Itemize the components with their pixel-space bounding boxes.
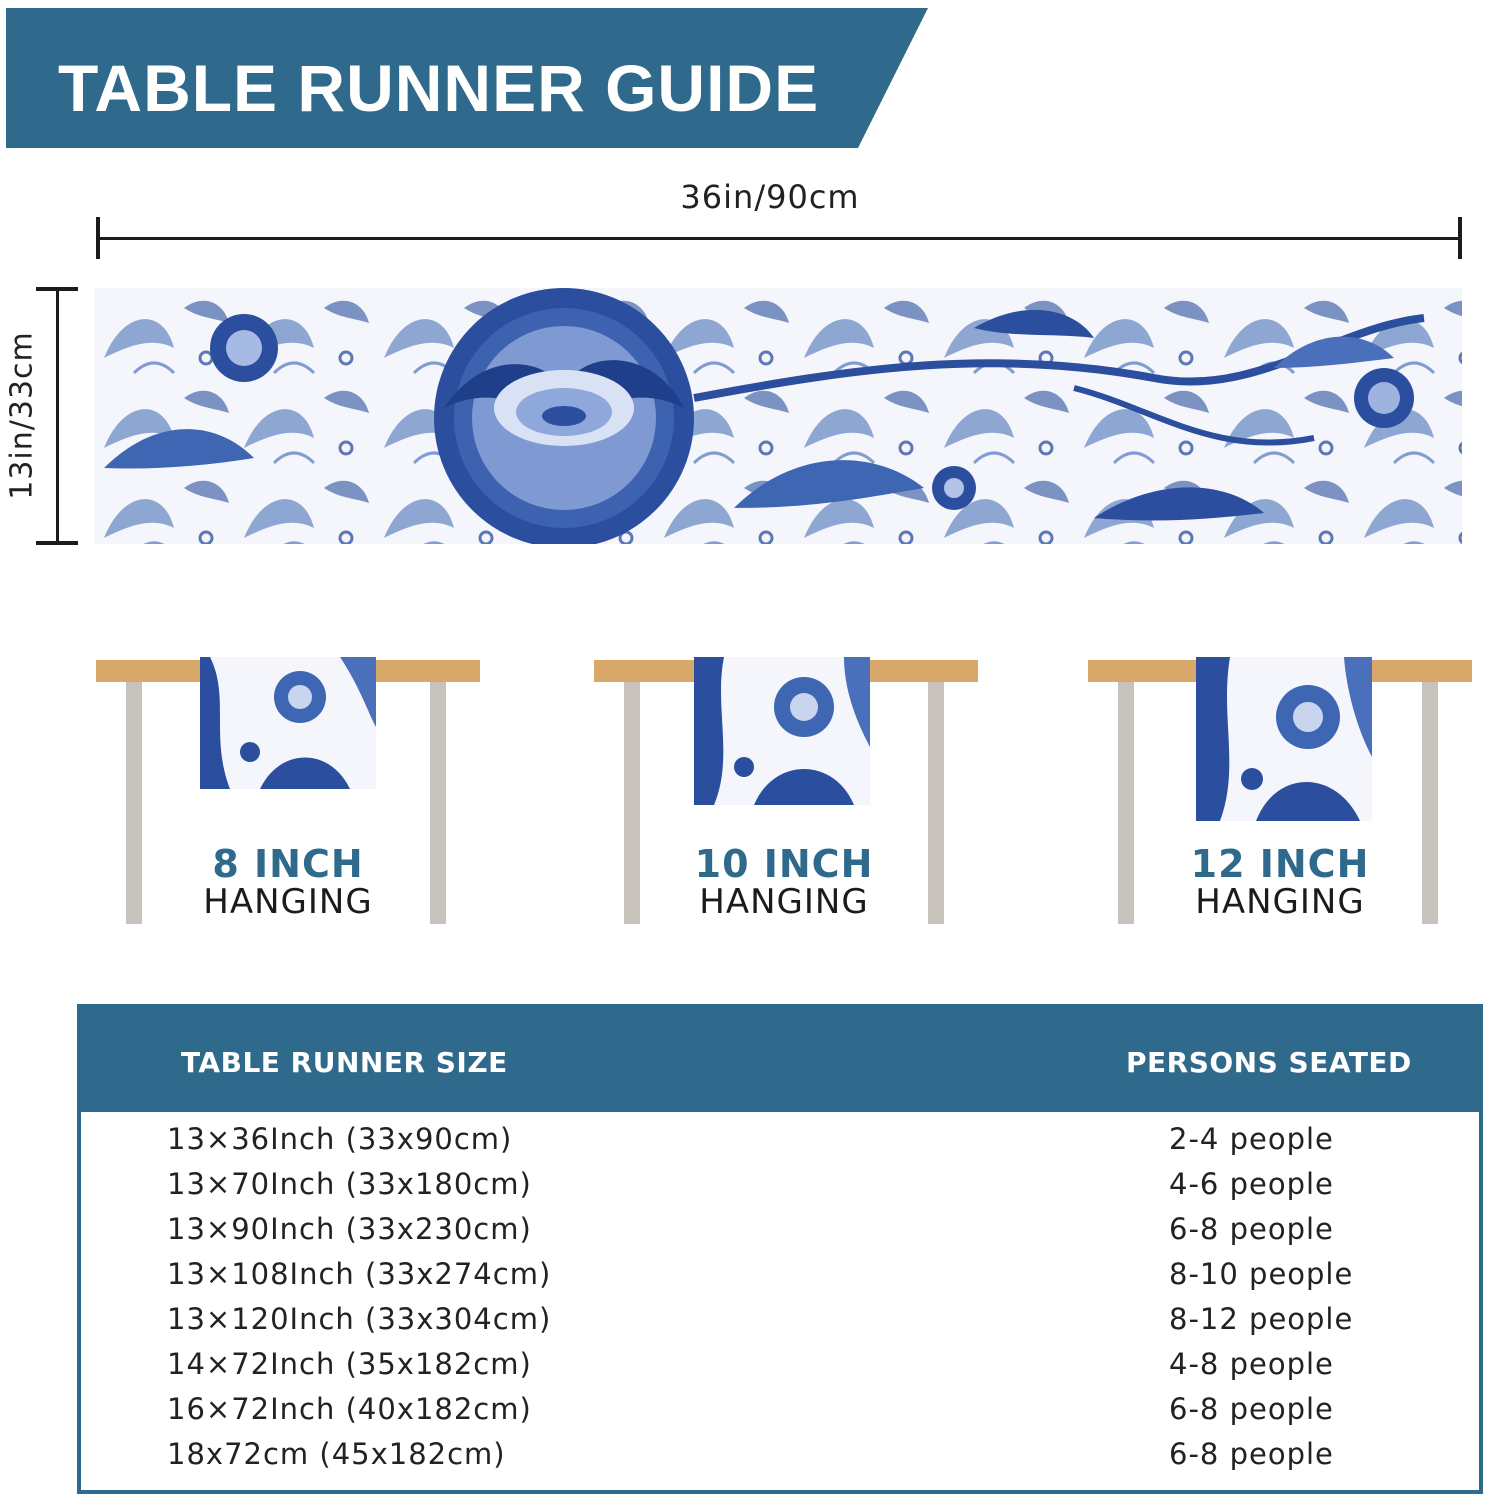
- width-dimension-line: [96, 237, 1462, 240]
- size-cell: 18x72cm (45x182cm): [167, 1437, 506, 1471]
- table-row: [81, 1257, 1479, 1297]
- width-dimension-cap-left: [96, 217, 100, 259]
- table-runner-image: [94, 288, 1462, 544]
- table-row: [81, 1347, 1479, 1387]
- height-dimension-line: [56, 288, 59, 544]
- hanging-word-label: HANGING: [1195, 882, 1365, 922]
- hanging-runner-swatch: [200, 657, 376, 789]
- table-row: [81, 1122, 1479, 1162]
- size-table-header: [81, 1008, 1479, 1112]
- table-row: [81, 1437, 1479, 1477]
- table-row: [81, 1167, 1479, 1207]
- height-dimension-label: 13in/33cm: [4, 331, 40, 500]
- size-cell: 13×90Inch (33x230cm): [167, 1212, 532, 1246]
- hanging-runner-swatch: [1196, 657, 1372, 821]
- size-cell: 13×70Inch (33x180cm): [167, 1167, 532, 1201]
- table-illustration-10-inch: [594, 650, 994, 940]
- persons-cell: 4-6 people: [1169, 1167, 1334, 1201]
- hanging-word-label: HANGING: [203, 882, 373, 922]
- width-dimension-cap-right: [1458, 217, 1462, 259]
- width-dimension-label: 36in/90cm: [680, 178, 860, 216]
- persons-column-header: PERSONS SEATED: [1126, 1046, 1412, 1079]
- table-row: [81, 1302, 1479, 1342]
- height-dimension-cap-top: [36, 287, 78, 291]
- size-cell: 13×36Inch (33x90cm): [167, 1122, 513, 1156]
- persons-cell: 6-8 people: [1169, 1212, 1334, 1246]
- floral-pattern: [94, 288, 1462, 544]
- size-cell: 13×108Inch (33x274cm): [167, 1257, 552, 1291]
- persons-cell: 4-8 people: [1169, 1347, 1334, 1381]
- hanging-runner-swatch: [694, 657, 870, 805]
- table-row: [81, 1392, 1479, 1432]
- size-cell: 14×72Inch (35x182cm): [167, 1347, 532, 1381]
- hanging-size-label: 8 INCH: [212, 842, 364, 886]
- size-column-header: TABLE RUNNER SIZE: [181, 1046, 508, 1079]
- persons-cell: 6-8 people: [1169, 1392, 1334, 1426]
- persons-cell: 2-4 people: [1169, 1122, 1334, 1156]
- persons-cell: 8-12 people: [1169, 1302, 1354, 1336]
- persons-cell: 8-10 people: [1169, 1257, 1354, 1291]
- size-cell: 13×120Inch (33x304cm): [167, 1302, 552, 1336]
- table-illustration-12-inch: [1088, 650, 1488, 940]
- table-illustration-8-inch: [96, 650, 496, 940]
- size-cell: 16×72Inch (40x182cm): [167, 1392, 532, 1426]
- persons-cell: 6-8 people: [1169, 1437, 1334, 1471]
- hanging-size-label: 12 INCH: [1190, 842, 1370, 886]
- page-title: TABLE RUNNER GUIDE: [58, 51, 820, 125]
- table-row: [81, 1212, 1479, 1252]
- hanging-word-label: HANGING: [699, 882, 869, 922]
- hanging-size-label: 10 INCH: [694, 842, 874, 886]
- size-table: [77, 1004, 1483, 1494]
- title-banner: [6, 8, 936, 150]
- height-dimension-cap-bottom: [36, 541, 78, 545]
